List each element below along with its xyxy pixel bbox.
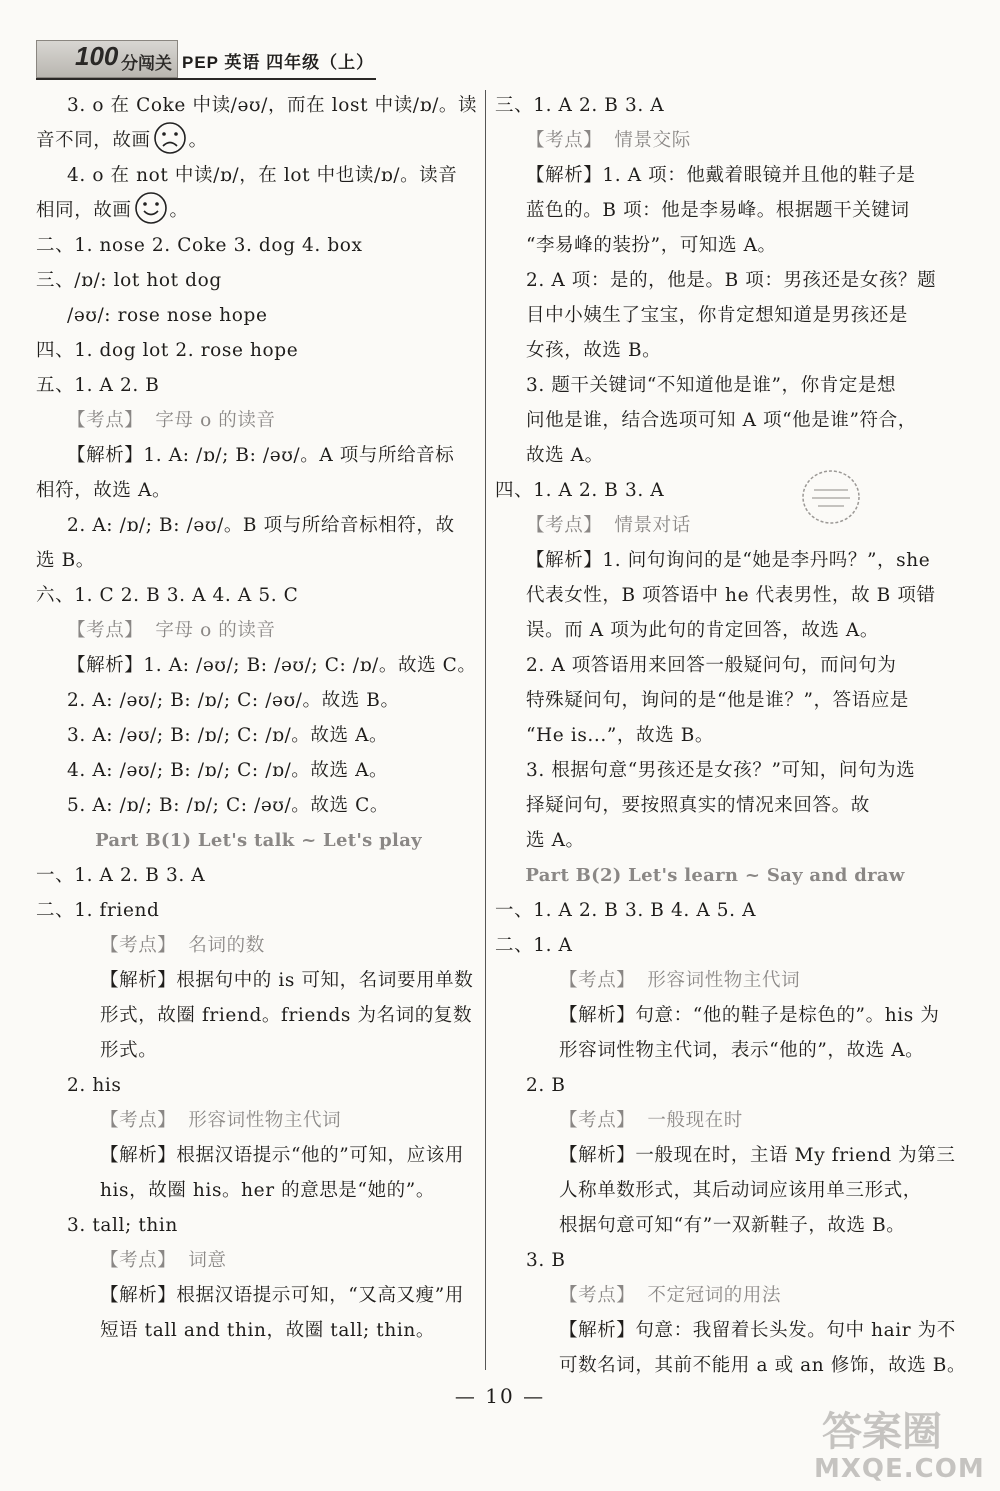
line-text: 【解析】一般现在时，主语 My friend 为第三 bbox=[559, 1145, 956, 1166]
column-divider bbox=[485, 90, 486, 1370]
answer-line bbox=[495, 193, 935, 228]
answer-line bbox=[36, 298, 481, 333]
answer-line bbox=[495, 543, 935, 578]
tag-text: 情景对话 bbox=[614, 515, 691, 536]
line-text: Part B(1) Let's talk ~ Let's play bbox=[95, 830, 422, 851]
line-text: 二、1. nose 2. Coke 3. dog 4. box bbox=[36, 235, 363, 256]
answer-line bbox=[36, 1068, 481, 1103]
answer-line bbox=[495, 928, 935, 963]
answer-line bbox=[36, 998, 481, 1033]
line-text: 形式，故圈 friend。friends 为名词的复数 bbox=[100, 1005, 473, 1026]
watermark bbox=[782, 1390, 985, 1490]
line-text: 2. A: /ɒ/; B: /əʊ/。B 项与所给音标相符，故 bbox=[67, 515, 455, 536]
answer-line bbox=[36, 858, 481, 893]
answer-line bbox=[495, 753, 935, 788]
answer-line bbox=[495, 333, 935, 368]
tag-label: 【考点】 bbox=[526, 130, 603, 151]
line-text: 特殊疑问句，询问的是“他是谁？”，答语应是 bbox=[526, 690, 910, 711]
answer-line bbox=[36, 1208, 481, 1243]
tag-text: 一般现在时 bbox=[647, 1110, 743, 1131]
line-text: 3. 根据句意“男孩还是女孩？”可知，问句为选 bbox=[526, 760, 916, 781]
answer-line bbox=[36, 333, 481, 368]
answer-line bbox=[495, 578, 935, 613]
line-text: “李易峰的装扮”，可知选 A。 bbox=[526, 235, 777, 256]
answer-line bbox=[495, 998, 940, 1033]
answer-line bbox=[495, 1103, 935, 1138]
answer-line bbox=[495, 438, 935, 473]
line-text: Part B(2) Let's learn ~ Say and draw bbox=[525, 865, 905, 886]
line-text: 音不同，故画 bbox=[36, 130, 151, 151]
line-text: 形式。 bbox=[100, 1040, 158, 1061]
answer-line bbox=[495, 368, 935, 403]
line-text: his，故圈 his。her 的意思是“她的”。 bbox=[100, 1180, 435, 1201]
right-column bbox=[495, 88, 967, 1383]
answer-line bbox=[36, 1243, 481, 1278]
line-text: 二、1. friend bbox=[36, 900, 160, 921]
logo-number: 100 bbox=[75, 41, 119, 71]
answer-line bbox=[36, 543, 481, 578]
answer-line bbox=[495, 683, 935, 718]
line-text: 可数名词，其前不能用 a 或 an 修饰，故选 B。 bbox=[559, 1355, 967, 1376]
answer-line bbox=[36, 403, 481, 438]
line-text: 【解析】根据汉语提示可知，“又高又瘦”用 bbox=[100, 1285, 464, 1306]
answer-line bbox=[495, 1173, 935, 1208]
section-heading bbox=[36, 823, 481, 858]
line-text: 4. o 在 not 中读/ɒ/，在 lot 中也读/ɒ/。读音 bbox=[67, 165, 458, 186]
line-text: 选 A。 bbox=[526, 830, 585, 851]
answer-line bbox=[495, 88, 935, 123]
line-text: 短语 tall and thin，故圈 tall; thin。 bbox=[100, 1320, 435, 1341]
stamp-icon bbox=[800, 466, 862, 528]
section-heading bbox=[495, 858, 935, 893]
tag-text: 字母 o 的读音 bbox=[155, 410, 276, 431]
line-text: 2. A 项：是的，他是。B 项：男孩还是女孩？题 bbox=[526, 270, 937, 291]
answer-line bbox=[495, 613, 935, 648]
line-text: 三、1. A 2. B 3. A bbox=[495, 95, 665, 116]
answer-line bbox=[495, 158, 935, 193]
line-text: 四、1. dog lot 2. rose hope bbox=[36, 340, 299, 361]
tag-label: 【考点】 bbox=[100, 1250, 177, 1271]
line-text: 【解析】根据汉语提示“他的”可知，应该用 bbox=[100, 1145, 464, 1166]
answer-line bbox=[36, 788, 481, 823]
answer-line bbox=[36, 1313, 481, 1348]
answer-line bbox=[495, 508, 935, 543]
tag-label: 【考点】 bbox=[559, 1285, 636, 1306]
answer-line bbox=[36, 928, 481, 963]
line-text: 3. B bbox=[526, 1250, 566, 1271]
line-text: 5. A: /ɒ/; B: /ɒ/; C: /əʊ/。故选 C。 bbox=[67, 795, 389, 816]
line-text: 2. A: /əʊ/; B: /ɒ/; C: /əʊ/。故选 B。 bbox=[67, 690, 400, 711]
line-text: 选 B。 bbox=[36, 550, 95, 571]
line-text: 【解析】根据句中的 is 可知，名词要用单数 bbox=[100, 970, 474, 991]
answer-line bbox=[36, 508, 481, 543]
answer-line bbox=[495, 823, 935, 858]
answer-line bbox=[495, 718, 935, 753]
answer-line bbox=[36, 1138, 481, 1173]
answer-line bbox=[36, 683, 481, 718]
answer-line bbox=[495, 788, 935, 823]
answer-line bbox=[36, 1033, 481, 1068]
answer-line bbox=[495, 893, 935, 928]
answer-line bbox=[495, 1033, 935, 1068]
line-text: 3. o 在 Coke 中读/əʊ/，而在 lost 中读/ɒ/。读 bbox=[67, 95, 478, 116]
tag-label: 【考点】 bbox=[559, 1110, 636, 1131]
answer-line bbox=[36, 648, 481, 683]
line-text: 3. 题干关键词“不知道他是谁”，你肯定是想 bbox=[526, 375, 897, 396]
line-text: 根据句意可知“有”一双新鞋子，故选 B。 bbox=[559, 1215, 906, 1236]
answer-line bbox=[495, 123, 935, 158]
left-column bbox=[36, 88, 481, 1348]
page-number: — 10 — bbox=[454, 1384, 546, 1408]
answer-line bbox=[36, 473, 481, 508]
line-text: 3. A: /əʊ/; B: /ɒ/; C: /ɒ/。故选 A。 bbox=[67, 725, 389, 746]
line-text: 四、1. A 2. B 3. A bbox=[495, 480, 665, 501]
answer-line bbox=[495, 1243, 935, 1278]
tag-label: 【考点】 bbox=[67, 620, 144, 641]
page-header bbox=[36, 38, 376, 80]
tag-text: 字母 o 的读音 bbox=[155, 620, 276, 641]
answer-line bbox=[36, 1173, 481, 1208]
answer-line bbox=[495, 1208, 935, 1243]
answer-line bbox=[36, 1278, 481, 1313]
line-text: 一、1. A 2. B 3. B 4. A 5. A bbox=[495, 900, 757, 921]
line-text: 相符，故选 A。 bbox=[36, 480, 172, 501]
logo-icon bbox=[36, 40, 178, 78]
line-text: 【解析】1. A: /ɒ/; B: /əʊ/。A 项与所给音标 bbox=[67, 445, 455, 466]
line-text: 二、1. A bbox=[495, 935, 573, 956]
answer-line bbox=[36, 1103, 481, 1138]
line-text: 五、1. A 2. B bbox=[36, 375, 160, 396]
line-text: 人称单数形式，其后动词应该用单三形式， bbox=[559, 1180, 922, 1201]
line-text: 2. B bbox=[526, 1075, 566, 1096]
line-text: 择疑问句，要按照真实的情况来回答。故 bbox=[526, 795, 870, 816]
answer-line bbox=[495, 1348, 967, 1383]
answer-line bbox=[495, 1313, 956, 1348]
answer-line bbox=[36, 718, 481, 753]
line-text: 代表女性，B 项答语中 he 代表男性，故 B 项错 bbox=[526, 585, 936, 606]
answer-line bbox=[36, 263, 481, 298]
answer-line bbox=[36, 193, 481, 228]
line-text: 【解析】1. 问句询问的是“她是李丹吗？”，she bbox=[526, 550, 931, 571]
tag-label: 【考点】 bbox=[100, 935, 177, 956]
answer-line bbox=[495, 1278, 935, 1313]
answer-line bbox=[495, 263, 935, 298]
watermark-text: 答案圈 bbox=[822, 1409, 942, 1455]
line-text: 【解析】句意：“他的鞋子是棕色的”。his 为 bbox=[559, 1005, 940, 1026]
tag-text: 形容词性物主代词 bbox=[188, 1110, 342, 1131]
tag-label: 【考点】 bbox=[100, 1110, 177, 1131]
tag-text: 名词的数 bbox=[188, 935, 265, 956]
sad-face-icon bbox=[153, 121, 187, 155]
answer-line bbox=[495, 473, 935, 508]
line-text: 形容词性物主代词，表示“他的”，故选 A。 bbox=[559, 1040, 925, 1061]
line-text: 蓝色的。B 项：他是李易峰。根据题干关键词 bbox=[526, 200, 910, 221]
tag-text: 词意 bbox=[188, 1250, 227, 1271]
line-text: 2. his bbox=[67, 1075, 122, 1096]
answer-line bbox=[36, 893, 481, 928]
answer-line bbox=[36, 963, 481, 998]
line-text: 一、1. A 2. B 3. A bbox=[36, 865, 206, 886]
answer-line bbox=[495, 648, 935, 683]
line-text: 问他是谁，结合选项可知 A 项“他是谁”符合， bbox=[526, 410, 917, 431]
header-rule bbox=[36, 78, 376, 80]
answer-line bbox=[495, 1138, 956, 1173]
line-text: “He is...”，故选 B。 bbox=[526, 725, 715, 746]
answer-line bbox=[495, 1068, 935, 1103]
line-text: 【解析】句意：我留着长头发。句中 hair 为不 bbox=[559, 1320, 956, 1341]
line-text: /əʊ/: rose nose hope bbox=[67, 305, 268, 326]
line-text: 3. tall; thin bbox=[67, 1215, 178, 1236]
line-text: 【解析】1. A 项：他戴着眼镜并且他的鞋子是 bbox=[526, 165, 916, 186]
answer-line bbox=[36, 578, 481, 613]
line-text: 目中小姨生了宝宝，你肯定想知道是男孩还是 bbox=[526, 305, 909, 326]
watermark-url: MXQE.COM bbox=[814, 1454, 985, 1484]
tag-label: 【考点】 bbox=[67, 410, 144, 431]
line-text: 【解析】1. A: /əʊ/; B: /əʊ/; C: /ɒ/。故选 C。 bbox=[67, 655, 477, 676]
book-title: PEP 英语 四年级（上） bbox=[182, 53, 375, 72]
line-text: 。 bbox=[188, 130, 208, 151]
line-text: 相同，故画 bbox=[36, 200, 132, 221]
answer-line bbox=[495, 298, 935, 333]
line-text: 故选 A。 bbox=[526, 445, 604, 466]
happy-face-icon bbox=[134, 191, 168, 225]
tag-label: 【考点】 bbox=[559, 970, 636, 991]
answer-line bbox=[36, 438, 481, 473]
line-text: 误。而 A 项为此句的肯定回答，故选 A。 bbox=[526, 620, 879, 641]
line-text: 六、1. C 2. B 3. A 4. A 5. C bbox=[36, 585, 299, 606]
line-text: 2. A 项答语用来回答一般疑问句，而问句为 bbox=[526, 655, 897, 676]
line-text: 。 bbox=[169, 200, 189, 221]
answer-line bbox=[36, 613, 481, 648]
tag-text: 不定冠词的用法 bbox=[647, 1285, 782, 1306]
logo-subtitle: 分闯关 bbox=[121, 54, 172, 73]
tag-text: 情景交际 bbox=[614, 130, 691, 151]
answer-line bbox=[36, 88, 481, 123]
line-text: 4. A: /əʊ/; B: /ɒ/; C: /ɒ/。故选 A。 bbox=[67, 760, 389, 781]
answer-line bbox=[495, 228, 935, 263]
tag-text: 形容词性物主代词 bbox=[647, 970, 801, 991]
line-text: 女孩，故选 B。 bbox=[526, 340, 662, 361]
answer-line bbox=[495, 963, 935, 998]
answer-line bbox=[495, 403, 935, 438]
answer-line bbox=[36, 228, 481, 263]
answer-line bbox=[36, 158, 481, 193]
answer-line bbox=[36, 368, 481, 403]
line-text: 三、/ɒ/: lot hot dog bbox=[36, 270, 222, 291]
answer-line bbox=[36, 123, 481, 158]
answer-line bbox=[36, 753, 481, 788]
tag-label: 【考点】 bbox=[526, 515, 603, 536]
